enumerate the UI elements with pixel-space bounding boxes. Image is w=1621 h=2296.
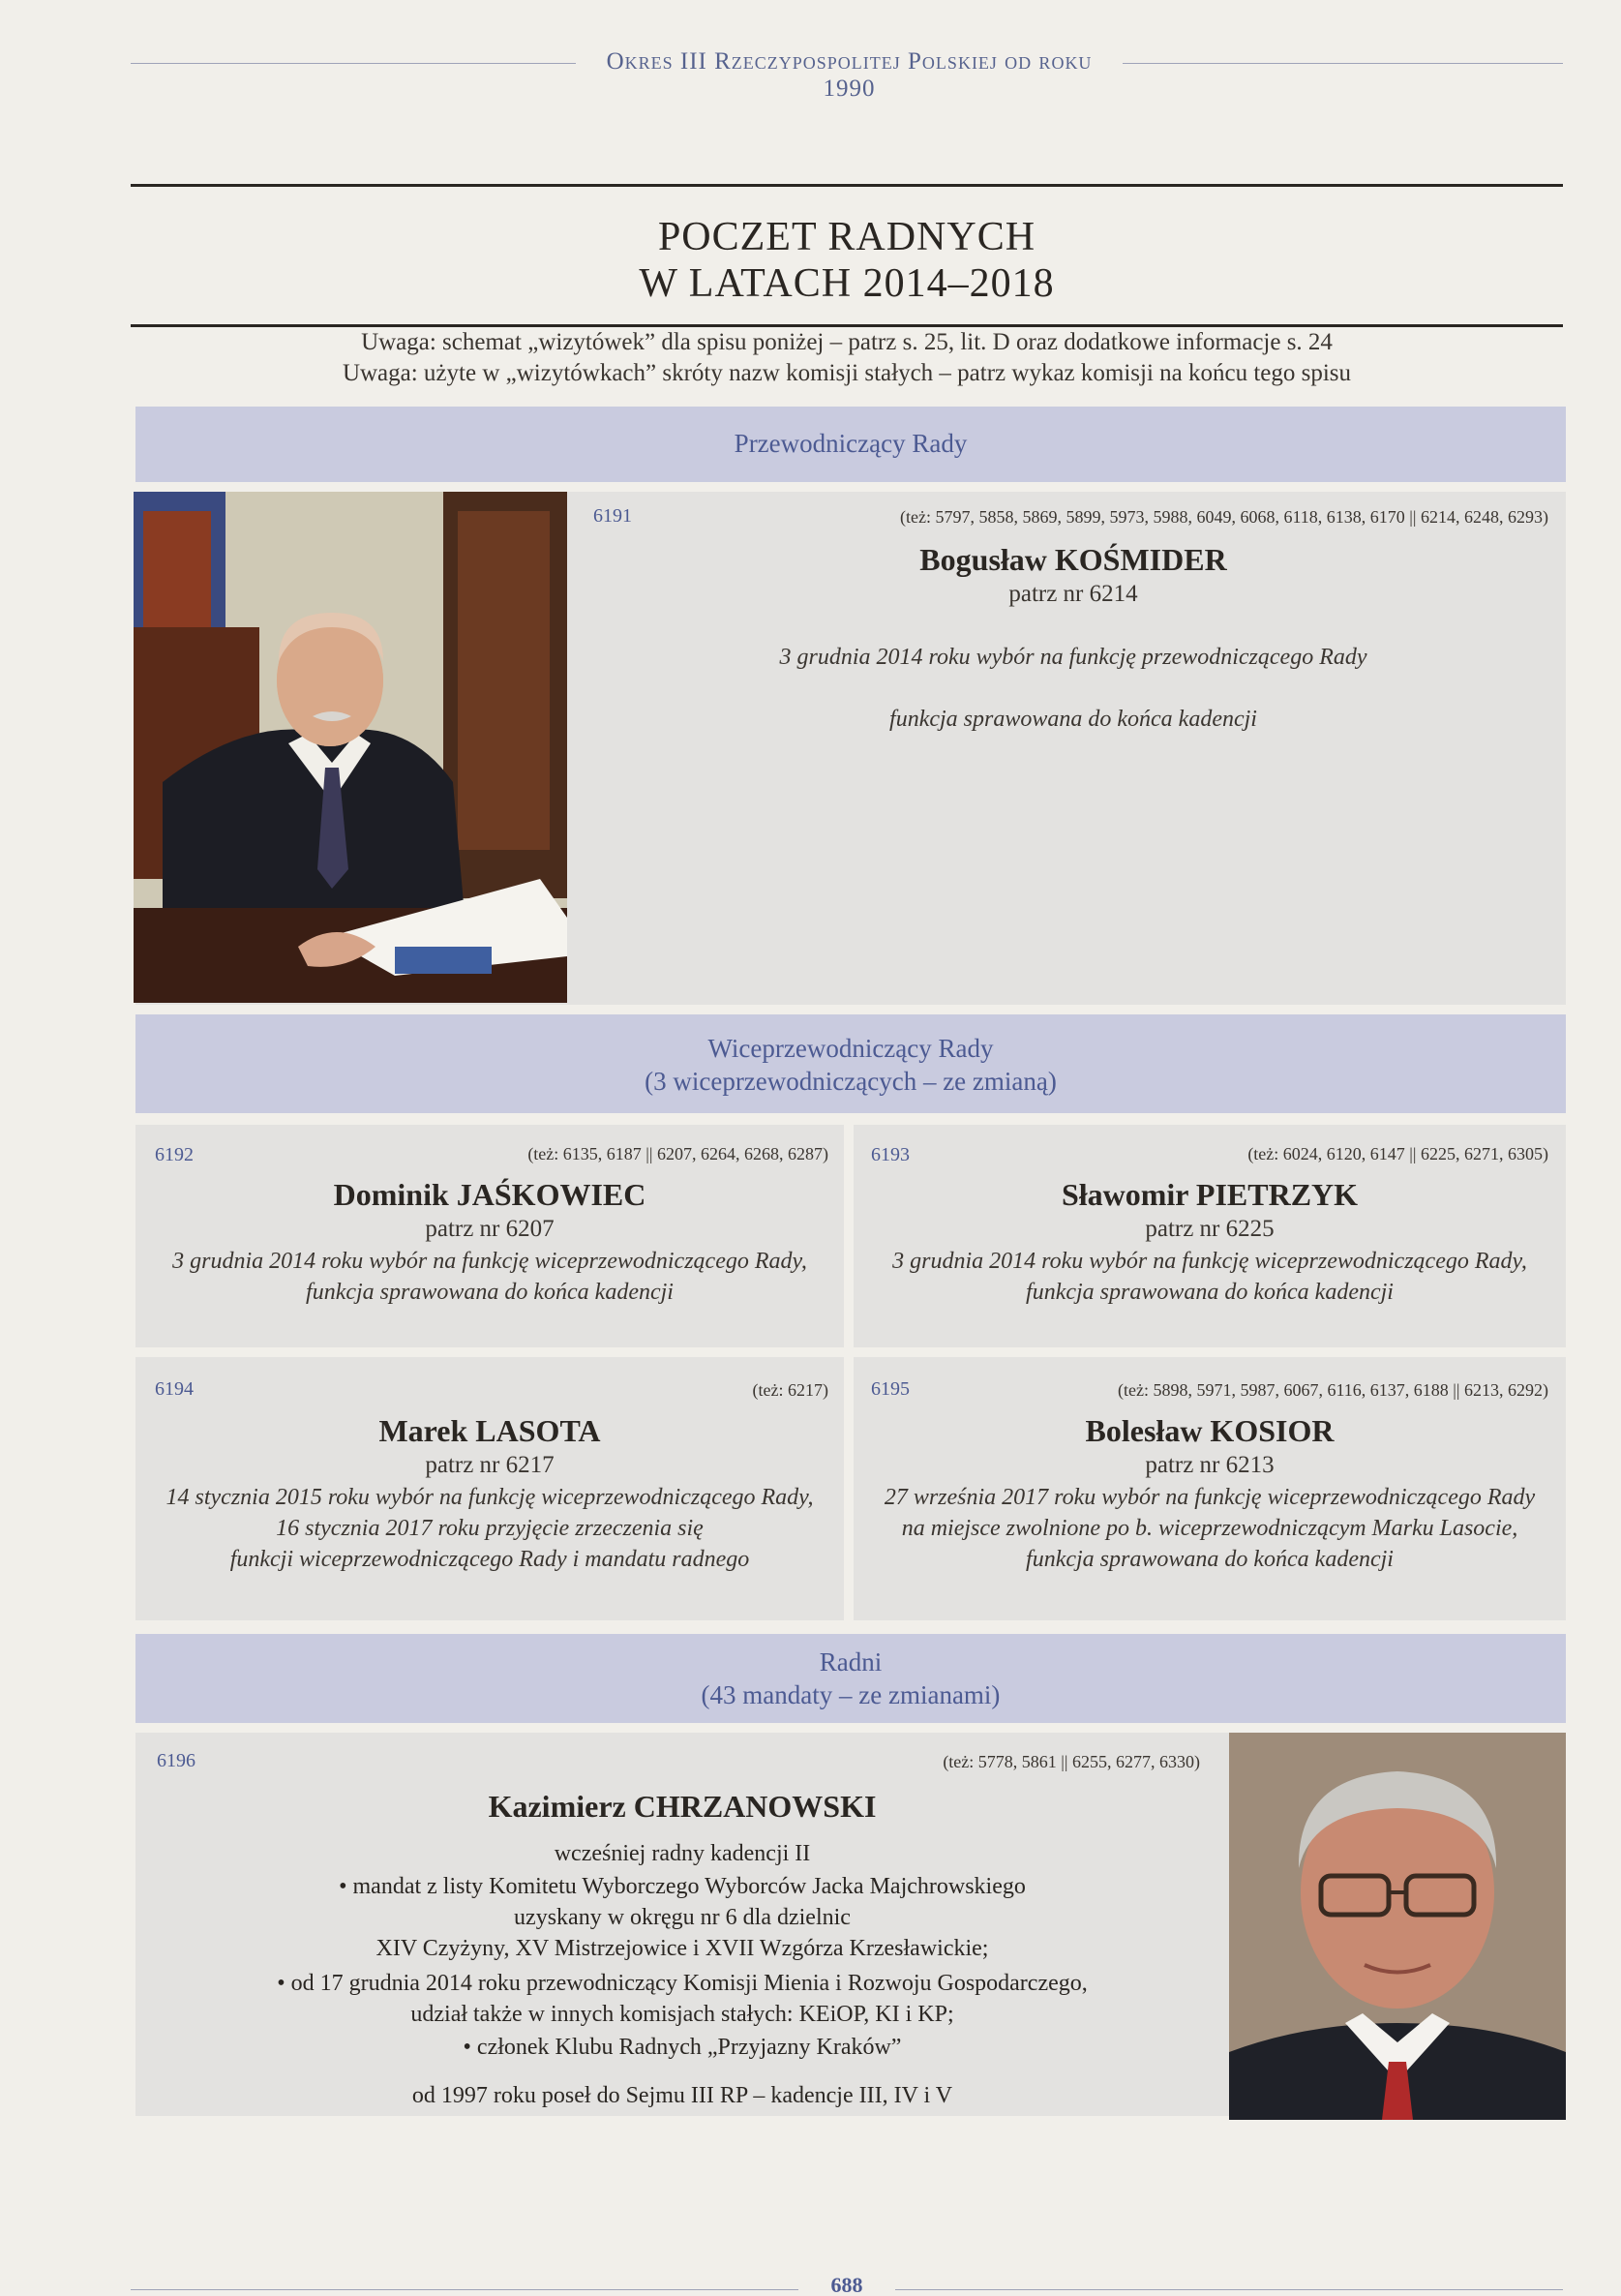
entry-number: 6195 — [871, 1378, 910, 1400]
function-description: 3 grudnia 2014 roku wybór na funkcję wiceprzewodniczącego Rady, — [172, 1249, 807, 1274]
see-also: (też: 6217) — [752, 1380, 828, 1400]
bio-line: XIV Czyżyny, XV Mistrzejowice i XVII Wzgórza Krzesławickie; — [375, 1936, 989, 1961]
note-line: Uwaga: schemat „wizytówek” dla spisu poniżej – patrz s. 25, lit. D oraz dodatkowe informacje s. 24 — [361, 329, 1333, 355]
title-block — [131, 184, 1563, 327]
function-description: funkcja sprawowana do końca kadencji — [1026, 1280, 1394, 1305]
portrait-image — [1229, 1733, 1566, 2120]
page-title-line1: POCZET RADNYCH — [657, 215, 1036, 259]
note-line: Uwaga: użyte w „wizytówkach” skróty nazw komisji stałych – patrz wykaz komisji na końcu tego spisu — [342, 360, 1352, 386]
cross-reference: patrz nr 6225 — [1145, 1216, 1275, 1242]
person-name: Bolesław KOSIOR — [1085, 1413, 1335, 1448]
cross-reference: patrz nr 6214 — [1008, 581, 1138, 607]
entry-number: 6192 — [155, 1144, 194, 1165]
person-name: Bogusław KOŚMIDER — [919, 542, 1227, 577]
section-heading: Wiceprzewodniczący Rady — [707, 1034, 994, 1063]
function-description: 3 grudnia 2014 roku wybór na funkcję wiceprzewodniczącego Rady, — [892, 1249, 1527, 1274]
see-also: (też: 5898, 5971, 5987, 6067, 6116, 6137, 6188 || 6213, 6292) — [1117, 1380, 1548, 1400]
see-also: (też: 5778, 5861 || 6255, 6277, 6330) — [943, 1752, 1200, 1771]
person-name: Marek LASOTA — [378, 1413, 601, 1448]
section-heading: Przewodniczący Rady — [734, 429, 968, 458]
entry-number: 6191 — [593, 505, 632, 527]
function-description: 14 stycznia 2015 roku wybór na funkcję wiceprzewodniczącego Rady, — [165, 1485, 814, 1510]
person-name: Kazimierz CHRZANOWSKI — [488, 1789, 877, 1824]
cross-reference: patrz nr 6213 — [1145, 1452, 1275, 1478]
header-rule-right — [1123, 63, 1563, 64]
entry-number: 6194 — [155, 1378, 194, 1400]
entry-number: 6193 — [871, 1144, 910, 1165]
function-description: 27 września 2017 roku wybór na funkcję wiceprzewodniczącego Rady — [884, 1485, 1536, 1510]
bio-line: • mandat z listy Komitetu Wyborczego Wyborców Jacka Majchrowskiego — [339, 1874, 1026, 1899]
section-subheading: (3 wiceprzewodniczących – ze zmianą) — [645, 1067, 1057, 1096]
portrait-image — [134, 492, 567, 1003]
see-also: (też: 6135, 6187 || 6207, 6264, 6268, 6287) — [527, 1144, 828, 1163]
footer-rule-left — [131, 2289, 798, 2290]
section-band-vice — [135, 1014, 1566, 1113]
portrait-photo — [134, 492, 567, 1003]
bio-footer: od 1997 roku poseł do Sejmu III RP – kadencje III, IV i V — [411, 2083, 953, 2108]
bio-line: • członek Klubu Radnych „Przyjazny Kraków” — [463, 2035, 902, 2060]
page-number: 688 — [830, 2273, 863, 2296]
footer-rule-right — [895, 2289, 1563, 2290]
page-number-block — [131, 2275, 1563, 2296]
page-title-line2: W LATACH 2014–2018 — [639, 261, 1055, 306]
bio-line: • od 17 grudnia 2014 roku przewodniczący Komisji Mienia i Rozwoju Gospodarczego, — [277, 1971, 1088, 1996]
function-description: na miejsce zwolnione po b. wiceprzewodniczącym Marku Lasocie, — [901, 1516, 1518, 1541]
portrait-photo — [1229, 1733, 1566, 2120]
person-name: Sławomir PIETRZYK — [1061, 1177, 1359, 1212]
section-band-chairman — [135, 407, 1566, 482]
function-description: funkcja sprawowana do końca kadencji — [306, 1280, 674, 1305]
section-heading: Radni — [819, 1647, 883, 1677]
entry-number: 6196 — [157, 1750, 195, 1771]
section-subheading: (43 mandaty – ze zmianami) — [701, 1680, 1001, 1709]
see-also: (też: 5797, 5858, 5869, 5899, 5973, 5988, 6049, 6068, 6118, 6138, 6170 || 6214, 6248, 6293) — [899, 507, 1548, 527]
function-description: funkcji wiceprzewodniczącego Rady i mandatu radnego — [229, 1547, 750, 1572]
person-name: Dominik JAŚKOWIEC — [333, 1177, 646, 1212]
header-rule-left — [131, 63, 576, 64]
running-header-text: Okres III Rzeczypospolitej Polskiej od roku 1990 — [606, 48, 1093, 102]
see-also: (też: 6024, 6120, 6147 || 6225, 6271, 6305) — [1247, 1144, 1548, 1163]
function-description: 16 stycznia 2017 roku przyjęcie zrzeczenia się — [276, 1516, 704, 1541]
function-description: funkcja sprawowana do końca kadencji — [1026, 1547, 1394, 1572]
cross-reference: patrz nr 6207 — [425, 1216, 555, 1242]
function-description: funkcja sprawowana do końca kadencji — [889, 707, 1257, 732]
section-band-councillors — [135, 1634, 1566, 1723]
bio-line: uzyskany w okręgu nr 6 dla dzielnic — [514, 1905, 851, 1930]
function-description: 3 grudnia 2014 roku wybór na funkcję przewodniczącego Rady — [779, 645, 1367, 670]
bio-line: udział także w innych komisjach stałych: KEiOP, KI i KP; — [410, 2002, 954, 2027]
title-rule-top — [131, 184, 1563, 187]
running-header — [131, 46, 1563, 102]
cross-reference: patrz nr 6217 — [425, 1452, 555, 1478]
bio-line: wcześniej radny kadencji II — [554, 1841, 811, 1866]
notes — [131, 327, 1563, 389]
